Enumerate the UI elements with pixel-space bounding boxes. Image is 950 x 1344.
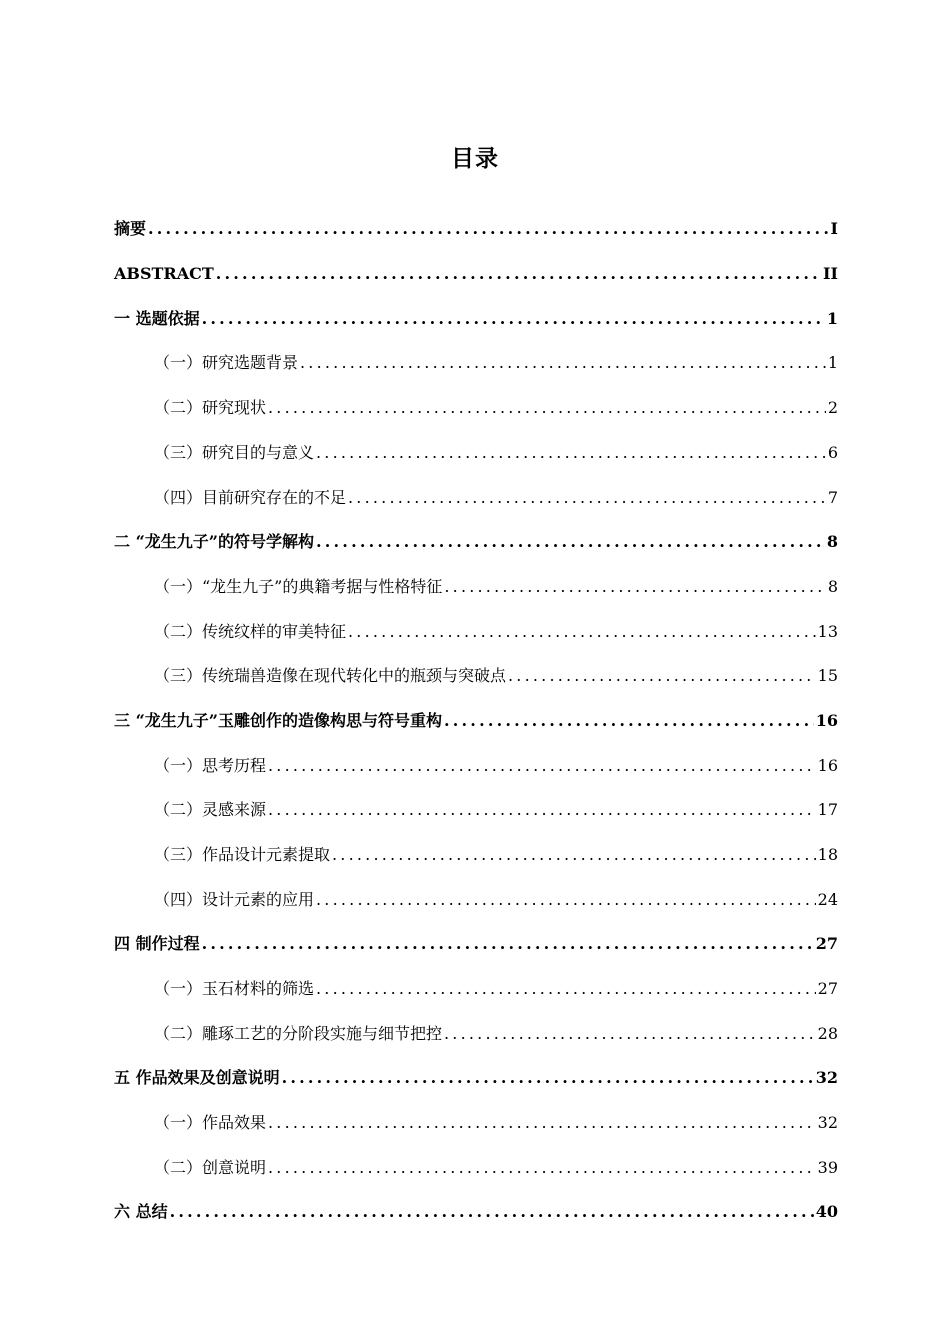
toc-entry-label: （二）雕琢工艺的分阶段实施与细节把控 [154,1024,443,1043]
dot-leader [170,1201,814,1223]
toc-entry-section-3-1[interactable] [114,751,838,777]
toc-entry-label: （二）传统纹样的审美特征 [154,622,347,641]
toc-entry-page: 7 [827,488,838,507]
toc-entry-label: （二）研究现状 [154,398,267,417]
toc-entry-label: 三 “龙生九子”玉雕创作的造像构思与符号重构 [114,711,442,730]
dot-leader [268,755,816,777]
toc-entry-label: （一）“龙生九子”的典籍考据与性格特征 [154,577,443,596]
toc-entry-chapter-4[interactable] [114,929,838,955]
toc-entry-section-5-2[interactable] [114,1153,838,1179]
dot-leader [202,933,814,955]
dot-leader [216,263,821,285]
toc-entry-label: ABSTRACT [114,264,214,283]
toc-entry-label: 一 选题依据 [114,309,200,328]
toc-entry-chapter-1[interactable] [114,304,838,330]
toc-entry-page: 8 [826,532,838,551]
toc-entry-label: （三）传统瑞兽造像在现代转化中的瓶颈与突破点 [154,666,507,685]
toc-entry-section-2-1[interactable] [114,572,838,598]
toc-entry-page: 40 [815,1202,838,1221]
toc-entry-section-1-4[interactable] [114,483,838,509]
dot-leader [268,397,826,419]
dot-leader [348,487,826,509]
dot-leader [268,1112,816,1134]
toc-entry-page: 17 [817,800,838,819]
dot-leader [316,442,826,464]
toc-entry-page: 16 [817,756,838,775]
toc-entry-section-5-1[interactable] [114,1108,838,1134]
toc-entry-label: （三）作品设计元素提取 [154,845,331,864]
toc-entry-section-3-4[interactable] [114,885,838,911]
toc-entry-label: （一）玉石材料的筛选 [154,979,315,998]
toc-entry-label: （二）创意说明 [154,1158,267,1177]
toc-entry-page: 16 [815,711,838,730]
toc-entry-section-2-2[interactable] [114,617,838,643]
dot-leader [300,352,826,374]
dot-leader [282,1067,814,1089]
toc-entry-section-1-3[interactable] [114,438,838,464]
toc-entry-page: 13 [817,622,838,641]
dot-leader [444,1023,816,1045]
toc-entry-section-2-3[interactable] [114,661,838,687]
dot-leader [316,978,816,1000]
toc-entry-page: 28 [817,1024,838,1043]
page-title: 目录 [451,146,499,172]
dot-leader [316,889,816,911]
toc-entry-page: 27 [815,934,838,953]
toc-entry-label: 二 “龙生九子”的符号学解构 [114,532,314,551]
toc-entry-section-3-3[interactable] [114,840,838,866]
dot-leader [268,799,816,821]
toc-entry-abstract-cn[interactable] [114,214,838,240]
toc-entry-page: 15 [817,666,838,685]
dot-leader [316,531,825,553]
toc-entry-page: 32 [815,1068,838,1087]
toc-entry-label: （二）灵感来源 [154,800,267,819]
toc-entry-page: II [823,264,838,283]
dot-leader [444,576,825,598]
toc-entry-label: （一）研究选题背景 [154,353,299,372]
toc-entry-page: I [830,219,838,238]
dot-leader [444,710,814,732]
toc-entry-label: 四 制作过程 [114,934,200,953]
toc-entry-label: （四）设计元素的应用 [154,890,315,909]
toc-entry-section-4-1[interactable] [114,974,838,1000]
dot-leader [268,1157,816,1179]
toc-entry-section-4-2[interactable] [114,1019,838,1045]
toc-entry-label: （三）研究目的与意义 [154,443,315,462]
toc-entry-page: 2 [827,398,838,417]
toc-entry-label: 六 总结 [114,1202,168,1221]
toc-entry-page: 1 [826,309,838,328]
toc-entry-label: （一）思考历程 [154,756,267,775]
toc-entry-chapter-6[interactable] [114,1197,838,1223]
toc-entry-page: 27 [817,979,838,998]
dot-leader [202,308,825,330]
dot-leader [348,621,816,643]
toc-entry-page: 18 [817,845,838,864]
toc-entry-page: 39 [817,1158,838,1177]
toc-entry-abstract-en[interactable] [114,259,838,285]
toc-entry-label: 摘要 [114,219,147,238]
toc-entry-chapter-2[interactable] [114,527,838,553]
dot-leader [508,665,816,687]
toc-entry-chapter-5[interactable] [114,1063,838,1089]
toc-entry-page: 8 [827,577,838,596]
toc-entry-page: 1 [827,353,838,372]
toc-entry-chapter-3[interactable] [114,706,838,732]
toc-entry-section-1-1[interactable] [114,348,838,374]
toc-entry-section-3-2[interactable] [114,795,838,821]
toc-entry-section-1-2[interactable] [114,393,838,419]
toc-entry-page: 32 [817,1113,838,1132]
dot-leader [148,218,829,240]
toc-entry-label: 五 作品效果及创意说明 [114,1068,280,1087]
toc-entry-page: 24 [817,890,838,909]
toc-entry-label: （四）目前研究存在的不足 [154,488,347,507]
toc-entry-page: 6 [827,443,838,462]
toc-entry-label: （一）作品效果 [154,1113,267,1132]
dot-leader [332,844,816,866]
